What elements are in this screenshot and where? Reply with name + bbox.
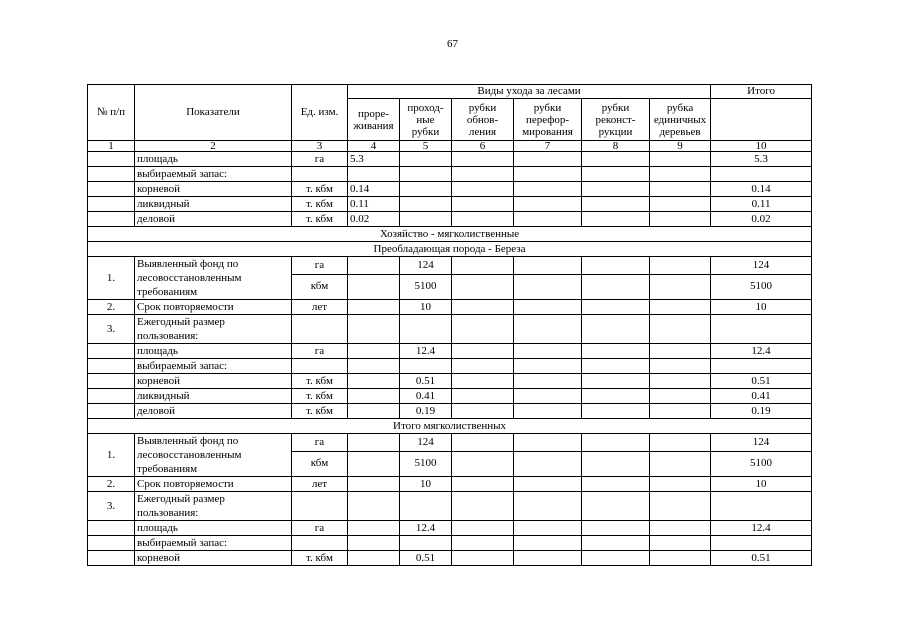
row-number: 2. <box>88 477 135 492</box>
table-row <box>88 374 812 389</box>
col-number: 7 <box>514 141 582 152</box>
col-number: 2 <box>135 141 292 152</box>
cell-total: 0.02 <box>711 212 812 227</box>
col-number: 3 <box>292 141 348 152</box>
row-label: корневой <box>135 182 292 197</box>
row-number: 1. <box>88 257 135 300</box>
cell-commercial: 12.4 <box>400 521 452 536</box>
row-label-annual: Ежегодный размер пользования: <box>135 492 292 521</box>
table-row <box>88 551 812 566</box>
cell-total: 124 <box>711 257 812 275</box>
row-unit: т. кбм <box>292 197 348 212</box>
table-row <box>88 389 812 404</box>
col-number: 8 <box>582 141 650 152</box>
row-unit: га <box>292 344 348 359</box>
cell-commercial: 10 <box>400 300 452 315</box>
row-unit: т. кбм <box>292 551 348 566</box>
header-type-4: рубки перефор- мирования <box>514 99 582 141</box>
table-row <box>88 521 812 536</box>
table-row <box>88 152 812 167</box>
row-label: Срок повторяемости <box>135 477 292 492</box>
page-number: 67 <box>447 38 458 50</box>
table-row <box>88 315 812 344</box>
cell-total: 0.51 <box>711 374 812 389</box>
col-number: 5 <box>400 141 452 152</box>
row-unit: га <box>292 434 348 452</box>
header-unit: Ед. изм. <box>292 85 348 141</box>
row-label: выбираемый запас: <box>135 167 292 182</box>
cell-total: 5.3 <box>711 152 812 167</box>
cell-total: 12.4 <box>711 521 812 536</box>
row-unit: т. кбм <box>292 389 348 404</box>
row-unit: лет <box>292 300 348 315</box>
cell-commercial: 0.19 <box>400 404 452 419</box>
column-numbers-row <box>88 141 812 152</box>
col-number: 6 <box>452 141 514 152</box>
row-label: площадь <box>135 521 292 536</box>
col-number: 4 <box>348 141 400 152</box>
cell-commercial: 0.51 <box>400 551 452 566</box>
table-row <box>88 492 812 521</box>
row-unit: т. кбм <box>292 182 348 197</box>
cell-commercial: 0.51 <box>400 374 452 389</box>
row-unit: т. кбм <box>292 212 348 227</box>
cell-total: 124 <box>711 434 812 452</box>
row-unit: га <box>292 521 348 536</box>
row-label: деловой <box>135 404 292 419</box>
table-row <box>88 197 812 212</box>
header-type-6: рубка единичных деревьев <box>650 99 711 141</box>
row-number: 3. <box>88 492 135 521</box>
forest-care-table <box>87 84 812 566</box>
header-type-2: проход- ные рубки <box>400 99 452 141</box>
col-number: 10 <box>711 141 812 152</box>
row-label: площадь <box>135 344 292 359</box>
section-heading-farm: Хозяйство - мягколиственные <box>88 227 812 242</box>
header-care-types: Виды ухода за лесами <box>348 85 711 99</box>
cell-thinning: 0.02 <box>348 212 400 227</box>
table-row <box>88 257 812 275</box>
header-total-blank <box>711 99 812 141</box>
row-unit: т. кбм <box>292 404 348 419</box>
cell-thinning: 0.11 <box>348 197 400 212</box>
row-label: площадь <box>135 152 292 167</box>
row-label: Срок повторяемости <box>135 300 292 315</box>
row-unit: кбм <box>292 451 348 476</box>
row-number: 1. <box>88 434 135 477</box>
cell-thinning: 0.14 <box>348 182 400 197</box>
col-number: 9 <box>650 141 711 152</box>
header-indicator: Показатели <box>135 85 292 141</box>
row-unit: т. кбм <box>292 374 348 389</box>
cell-commercial: 12.4 <box>400 344 452 359</box>
table-row <box>88 212 812 227</box>
row-label-fund: Выявленный фонд по лесовосстановленным требованиям <box>135 257 292 300</box>
cell-total: 0.19 <box>711 404 812 419</box>
cell-commercial: 124 <box>400 434 452 452</box>
table-row <box>88 434 812 452</box>
cell-commercial: 0.41 <box>400 389 452 404</box>
row-unit: лет <box>292 477 348 492</box>
row-label: деловой <box>135 212 292 227</box>
row-label-annual: Ежегодный размер пользования: <box>135 315 292 344</box>
table-row <box>88 477 812 492</box>
header-type-3: рубки обнов- ления <box>452 99 514 141</box>
row-label-fund: Выявленный фонд по лесовосстановленным требованиям <box>135 434 292 477</box>
cell-total: 10 <box>711 477 812 492</box>
cell-total: 5100 <box>711 451 812 476</box>
section-heading-species: Преобладающая порода - Береза <box>88 242 812 257</box>
row-number: 3. <box>88 315 135 344</box>
cell-total: 0.51 <box>711 551 812 566</box>
cell-total: 5100 <box>711 274 812 299</box>
cell-total: 0.11 <box>711 197 812 212</box>
cell-total: 0.14 <box>711 182 812 197</box>
table-row <box>88 404 812 419</box>
table-row <box>88 167 812 182</box>
row-label: выбираемый запас: <box>135 536 292 551</box>
header-type-1: проре- живания <box>348 99 400 141</box>
row-label: ликвидный <box>135 197 292 212</box>
col-number: 1 <box>88 141 135 152</box>
cell-thinning: 5.3 <box>348 152 400 167</box>
table-row <box>88 300 812 315</box>
cell-commercial: 5100 <box>400 274 452 299</box>
row-label: корневой <box>135 374 292 389</box>
cell-commercial: 124 <box>400 257 452 275</box>
table-row <box>88 182 812 197</box>
cell-total: 0.41 <box>711 389 812 404</box>
row-label: корневой <box>135 551 292 566</box>
table-row <box>88 536 812 551</box>
row-label: выбираемый запас: <box>135 359 292 374</box>
cell-total: 10 <box>711 300 812 315</box>
table-row <box>88 344 812 359</box>
section-heading-total: Итого мягколиственных <box>88 419 812 434</box>
cell-commercial: 10 <box>400 477 452 492</box>
cell-commercial: 5100 <box>400 451 452 476</box>
cell-total: 12.4 <box>711 344 812 359</box>
header-num: № п/п <box>88 85 135 141</box>
header-total: Итого <box>711 85 812 99</box>
row-unit: га <box>292 152 348 167</box>
row-unit: га <box>292 257 348 275</box>
table-row <box>88 359 812 374</box>
row-label: ликвидный <box>135 389 292 404</box>
header-type-5: рубки реконст- рукции <box>582 99 650 141</box>
row-unit: кбм <box>292 274 348 299</box>
row-number: 2. <box>88 300 135 315</box>
